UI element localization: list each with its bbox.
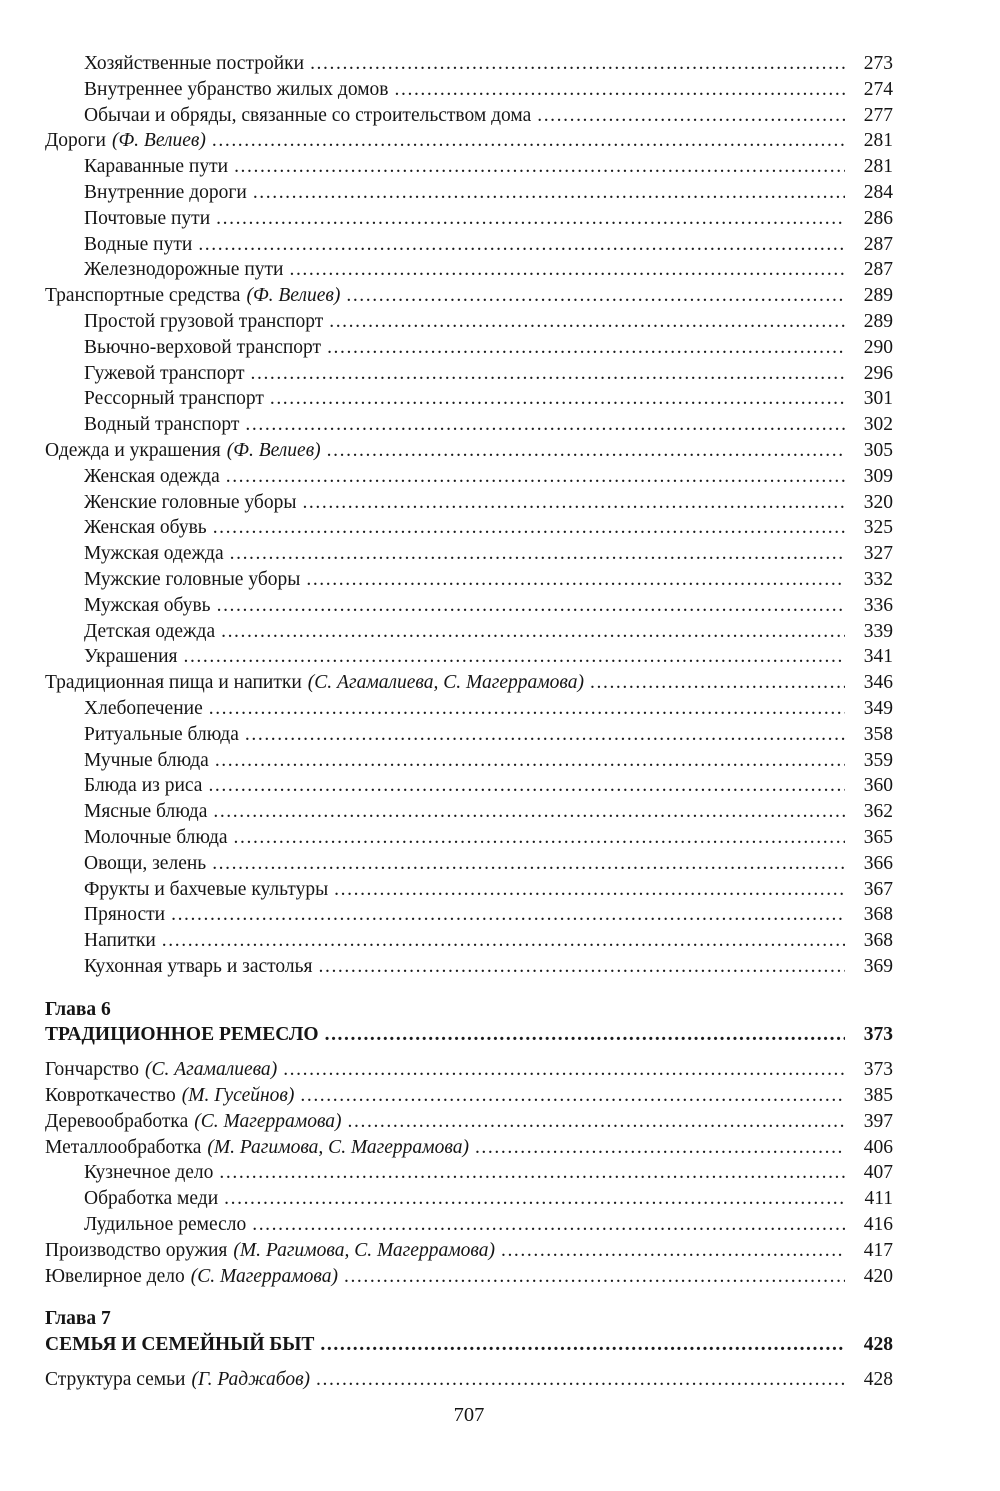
entry-title: Деревообработка: [45, 1110, 189, 1132]
toc-entry: [45, 851, 893, 877]
entry-page-number: 332: [863, 568, 893, 590]
entry-title: Обработка меди: [84, 1188, 219, 1210]
entry-page-number: 368: [863, 904, 893, 926]
entry-title: Мужская одежда: [84, 543, 224, 565]
toc-entry: [45, 283, 893, 309]
dot-leader: [283, 1057, 845, 1083]
entry-title: Детская одежда: [84, 620, 216, 642]
dot-leader: [327, 438, 845, 464]
entry-page-number: 325: [863, 517, 893, 539]
entry-page-number: 320: [863, 491, 893, 513]
toc-entry: [45, 1212, 893, 1238]
entry-page-number: 373: [863, 1059, 893, 1081]
dot-leader: [209, 696, 845, 722]
toc-entry: [45, 361, 893, 387]
entry-title: Женская одежда: [84, 465, 220, 487]
toc-entry: [45, 515, 893, 541]
entry-title: Кухонная утварь и застолья: [84, 955, 313, 977]
entry-page-number: 420: [863, 1265, 893, 1287]
entry-page-number: 373: [863, 1024, 893, 1046]
toc-entry: [45, 619, 893, 645]
entry-title: Хозяйственные постройки: [84, 53, 305, 74]
chapter-title: [45, 1022, 893, 1048]
entry-title: Лудильное ремесло: [84, 1214, 247, 1236]
entry-title: Одежда и украшения: [45, 439, 221, 461]
dot-leader: [213, 799, 845, 825]
entry-title: Обычаи и обряды, связанные со строительством дома: [84, 104, 532, 126]
dot-leader: [475, 1135, 845, 1161]
entry-author: ( Г. Раджабов ): [191, 1367, 310, 1393]
entry-title: Глава 6: [45, 998, 111, 1020]
dot-leader: [217, 593, 845, 619]
entry-page-number: 341: [863, 646, 893, 668]
dot-leader: [537, 103, 845, 129]
dot-leader: [346, 283, 845, 309]
toc-entry: [45, 412, 893, 438]
toc-entry: [45, 438, 893, 464]
entry-page-number: 407: [863, 1162, 893, 1184]
dot-leader: [198, 232, 845, 258]
dot-leader: [251, 361, 846, 387]
dot-leader: [252, 1212, 845, 1238]
entry-author: ( С. Агамалиева, С. Магеррамова ): [308, 670, 584, 696]
entry-page-number: 428: [863, 1369, 893, 1391]
entry-title: Металлообработка: [45, 1136, 202, 1158]
toc-entry: [45, 309, 893, 335]
entry-author: ( Ф. Велиев ): [112, 128, 206, 154]
entry-title: Пряности: [84, 904, 166, 926]
toc-entry: [45, 206, 893, 232]
chapter-label: [45, 997, 893, 1023]
entry-page-number: 428: [863, 1334, 893, 1356]
entry-title: Водный транспорт: [84, 414, 240, 436]
toc-entry: [45, 1238, 893, 1264]
dot-leader: [302, 490, 845, 516]
entry-page-number: 290: [863, 336, 893, 358]
toc-entry: [45, 77, 893, 103]
toc-entry: [45, 954, 893, 980]
toc-entry: [45, 877, 893, 903]
toc-entry: [45, 567, 893, 593]
entry-title: Традиционная пища и напитки: [45, 672, 302, 694]
toc-entry: [45, 1264, 893, 1290]
entry-title: Вьючно-верховой транспорт: [84, 336, 322, 358]
toc-entry: [45, 696, 893, 722]
entry-author: ( М. Гусейнов ): [182, 1083, 295, 1109]
dot-leader: [289, 257, 845, 283]
dot-leader: [327, 335, 845, 361]
entry-page-number: 301: [863, 388, 893, 410]
toc-entry: [45, 257, 893, 283]
entry-title: Водные пути: [84, 233, 193, 255]
entry-title: Внутреннее убранство жилых домов: [84, 78, 389, 100]
dot-leader: [224, 1186, 845, 1212]
entry-author: ( Ф. Велиев ): [227, 438, 321, 464]
entry-page-number: 296: [863, 362, 893, 384]
entry-page-number: 362: [863, 801, 893, 823]
entry-page-number: 274: [863, 78, 893, 100]
toc-entry: [45, 799, 893, 825]
entry-page-number: 397: [863, 1110, 893, 1132]
toc-entry: [45, 154, 893, 180]
entry-title: Ковроткачество: [45, 1085, 176, 1107]
dot-leader: [348, 1109, 845, 1135]
entry-page-number: 284: [863, 181, 893, 203]
dot-leader: [221, 619, 845, 645]
entry-title: Напитки: [84, 930, 156, 952]
dot-leader: [234, 154, 845, 180]
entry-title: Дороги: [45, 130, 106, 152]
dot-leader: [212, 851, 845, 877]
dot-leader: [310, 51, 845, 77]
dot-leader: [219, 1160, 845, 1186]
entry-author: ( С. Агамалиева ): [145, 1057, 277, 1083]
entry-page-number: 309: [863, 465, 893, 487]
entry-title: СЕМЬЯ И СЕМЕЙНЫЙ БЫТ: [45, 1334, 315, 1356]
entry-page-number: 416: [863, 1214, 893, 1236]
toc-list: [45, 51, 893, 1393]
entry-title: Гончарство: [45, 1059, 139, 1081]
entry-title: Хлебопечение: [84, 697, 203, 719]
entry-title: Кузнечное дело: [84, 1162, 214, 1184]
dot-leader: [306, 567, 845, 593]
toc-entry: [45, 1367, 893, 1393]
entry-page-number: 336: [863, 594, 893, 616]
entry-title: Структура семьи: [45, 1369, 186, 1391]
dot-leader: [245, 722, 845, 748]
entry-title: Почтовые пути: [84, 207, 211, 229]
dot-leader: [590, 670, 845, 696]
dot-leader: [316, 1367, 845, 1393]
entry-title: Мясные блюда: [84, 801, 208, 823]
entry-title: Мужская обувь: [84, 594, 211, 616]
entry-title: Мужские головные уборы: [84, 568, 301, 590]
toc-entry: [45, 1057, 893, 1083]
entry-title: ТРАДИЦИОННОЕ РЕМЕСЛО: [45, 1024, 319, 1046]
entry-title: Овощи, зелень: [84, 852, 207, 874]
entry-page-number: 281: [863, 130, 893, 152]
entry-page-number: 273: [863, 53, 893, 74]
entry-title: Глава 7: [45, 1308, 111, 1330]
entry-page-number: 287: [863, 259, 893, 281]
entry-page-number: 406: [863, 1136, 893, 1158]
entry-author: ( М. Рагимова, С. Магеррамова ): [207, 1135, 469, 1161]
entry-title: Внутренние дороги: [84, 181, 247, 203]
dot-leader: [216, 206, 845, 232]
entry-title: Караванные пути: [84, 156, 229, 178]
entry-page-number: 287: [863, 233, 893, 255]
entry-title: Женская обувь: [84, 517, 207, 539]
toc-entry: [45, 51, 893, 77]
dot-leader: [320, 1332, 845, 1358]
toc-entry: [45, 1135, 893, 1161]
entry-page-number: 369: [863, 955, 893, 977]
dot-leader: [171, 902, 845, 928]
dot-leader: [329, 309, 845, 335]
entry-title: Ювелирное дело: [45, 1265, 185, 1287]
entry-page-number: 277: [863, 104, 893, 126]
entry-title: Простой грузовой транспорт: [84, 310, 324, 332]
toc-entry: [45, 386, 893, 412]
entry-title: Женские головные уборы: [84, 491, 297, 513]
entry-page-number: 358: [863, 723, 893, 745]
dot-leader: [212, 128, 845, 154]
entry-page-number: 281: [863, 156, 893, 178]
dot-leader: [344, 1264, 845, 1290]
entry-page-number: 359: [863, 749, 893, 771]
dot-leader: [162, 928, 845, 954]
toc-entry: [45, 722, 893, 748]
entry-page-number: 349: [863, 697, 893, 719]
dot-leader: [334, 877, 845, 903]
dot-leader: [213, 515, 845, 541]
dot-leader: [215, 748, 845, 774]
dot-leader: [270, 386, 845, 412]
toc-entry: [45, 644, 893, 670]
entry-page-number: 360: [863, 775, 893, 797]
entry-page-number: 305: [863, 439, 893, 461]
entry-page-number: 339: [863, 620, 893, 642]
dot-leader: [245, 412, 845, 438]
entry-title: Транспортные средства: [45, 285, 241, 307]
entry-page-number: 286: [863, 207, 893, 229]
page-footer: [45, 1404, 893, 1427]
entry-page-number: 327: [863, 543, 893, 565]
toc-entry: [45, 1186, 893, 1212]
footer-page-number: 707: [453, 1404, 485, 1426]
entry-author: ( М. Рагимова, С. Магеррамова ): [233, 1238, 495, 1264]
entry-page-number: 346: [863, 672, 893, 694]
toc-entry: [45, 1109, 893, 1135]
dot-leader: [325, 1022, 845, 1048]
entry-page-number: 411: [864, 1188, 893, 1210]
toc-entry: [45, 1083, 893, 1109]
entry-page-number: 368: [863, 930, 893, 952]
entry-author: ( С. Магеррамова ): [194, 1109, 341, 1135]
chapter-title: [45, 1332, 893, 1358]
dot-leader: [230, 541, 845, 567]
dot-leader: [208, 773, 845, 799]
entry-page-number: 417: [863, 1239, 893, 1261]
dot-leader: [395, 77, 845, 103]
entry-title: Производство оружия: [45, 1239, 228, 1261]
entry-page-number: 302: [863, 414, 893, 436]
entry-page-number: 367: [863, 878, 893, 900]
toc-entry: [45, 902, 893, 928]
entry-title: Украшения: [84, 646, 178, 668]
toc-entry: [45, 335, 893, 361]
dot-leader: [501, 1238, 845, 1264]
entry-title: Молочные блюда: [84, 826, 228, 848]
toc-entry: [45, 928, 893, 954]
entry-title: Рессорный транспорт: [84, 388, 264, 410]
entry-title: Блюда из риса: [84, 775, 203, 797]
entry-page-number: 385: [863, 1085, 893, 1107]
toc-entry: [45, 180, 893, 206]
dot-leader: [253, 180, 845, 206]
toc-entry: [45, 541, 893, 567]
entry-author: ( Ф. Велиев ): [246, 283, 340, 309]
dot-leader: [319, 954, 846, 980]
toc-entry: [45, 464, 893, 490]
toc-entry: [45, 1160, 893, 1186]
toc-entry: [45, 748, 893, 774]
chapter-label: [45, 1306, 893, 1332]
entry-page-number: 366: [863, 852, 893, 874]
dot-leader: [226, 464, 845, 490]
entry-page-number: 289: [863, 310, 893, 332]
dot-leader: [300, 1083, 845, 1109]
dot-leader: [234, 825, 845, 851]
toc-entry: [45, 232, 893, 258]
toc-entry: [45, 773, 893, 799]
entry-page-number: 365: [863, 826, 893, 848]
entry-author: ( С. Магеррамова ): [191, 1264, 338, 1290]
toc-entry: [45, 103, 893, 129]
entry-title: Фрукты и бахчевые культуры: [84, 878, 329, 900]
dot-leader: [183, 644, 845, 670]
toc-entry: [45, 670, 893, 696]
entry-title: Мучные блюда: [84, 749, 209, 771]
entry-title: Гужевой транспорт: [84, 362, 245, 384]
entry-title: Ритуальные блюда: [84, 723, 239, 745]
toc-entry: [45, 593, 893, 619]
toc-entry: [45, 128, 893, 154]
entry-title: Железнодорожные пути: [84, 259, 284, 281]
toc-entry: [45, 825, 893, 851]
entry-page-number: 289: [863, 285, 893, 307]
toc-entry: [45, 490, 893, 516]
